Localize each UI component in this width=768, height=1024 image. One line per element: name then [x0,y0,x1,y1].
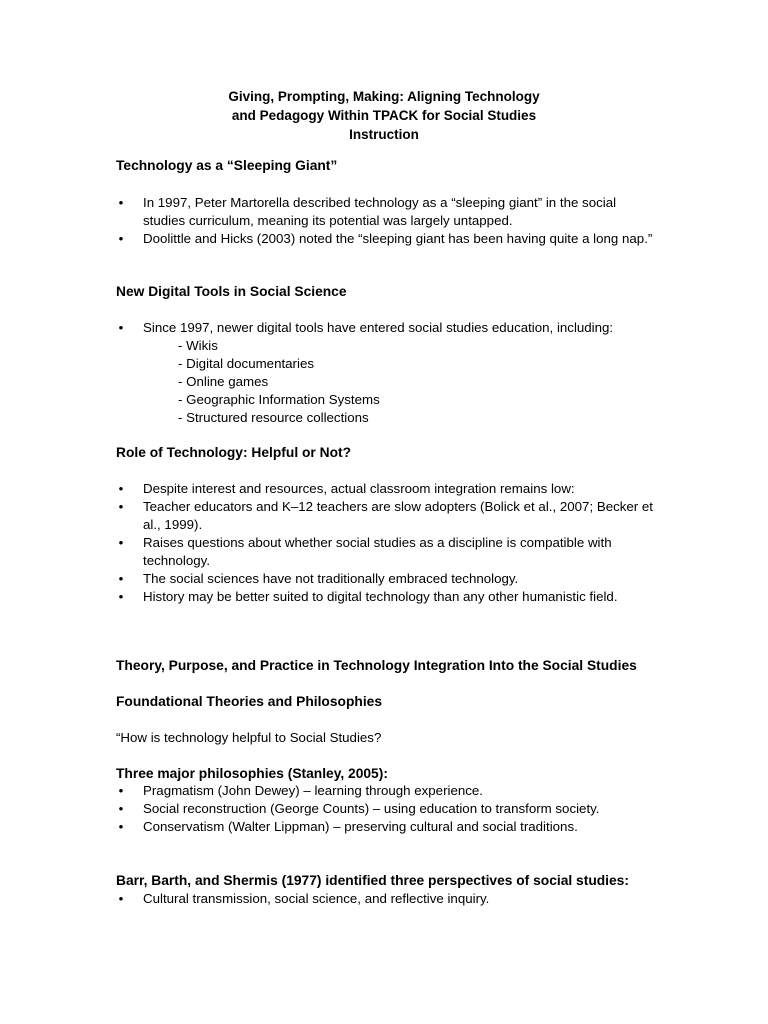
list-item-text: Raises questions about whether social studies as a discipline is compatible with technology. [143,535,612,568]
bullet-icon: • [118,801,124,816]
title-line: Instruction [349,127,419,142]
bullet-icon: • [118,891,124,906]
sub-list-item: - Structured resource collections [178,410,369,425]
bullet-icon: • [118,589,124,604]
section-heading-sleeping-giant: Technology as a “Sleeping Giant” [116,158,338,173]
bullet-icon: • [118,231,124,246]
list-item-text: History may be better suited to digital technology than any other humanistic field. [143,589,618,604]
list-item [116,588,656,606]
list-item [116,782,656,800]
bullet-icon: • [118,783,124,798]
bullet-icon: • [118,535,124,550]
list-item-text: Doolittle and Hicks (2003) noted the “sleeping giant has been having quite a long nap.” [143,231,653,246]
sub-list-item: - Geographic Information Systems [178,392,380,407]
bullet-icon: • [118,571,124,586]
section-heading-digital-tools: New Digital Tools in Social Science [116,284,347,299]
digital-tools-sublist [178,337,380,427]
list-item [116,194,656,230]
role-list [116,480,656,606]
list-item-text: In 1997, Peter Martorella described technology as a “sleeping giant” in the social studies curriculum, meaning its potential was largely untapped. [143,195,617,228]
section-heading-foundational: Foundational Theories and Philosophies [116,694,382,709]
sleeping-giant-list [116,194,656,248]
list-item-text: Since 1997, newer digital tools have entered social studies education, including: [143,320,614,335]
list-item [116,534,656,570]
list-item-text: Conservatism (Walter Lippman) – preserving cultural and social traditions. [143,819,578,834]
foundational-question: “How is technology helpful to Social Studies? [116,730,382,745]
bullet-icon: • [118,320,124,335]
list-item-text: Teacher educators and K–12 teachers are slow adopters (Bolick et al., 2007; Becker et al., 1999). [143,499,654,532]
list-item [116,800,656,818]
bullet-icon: • [118,481,124,496]
document-title [0,87,768,144]
bullet-icon: • [118,195,124,210]
list-item-text: Pragmatism (John Dewey) – learning through experience. [143,783,483,798]
list-item [116,818,656,836]
section-heading-theory: Theory, Purpose, and Practice in Technology Integration Into the Social Studies [116,658,637,673]
sub-list-item: - Wikis [178,338,218,353]
bullet-icon: • [118,819,124,834]
list-item-text: Despite interest and resources, actual classroom integration remains low: [143,481,575,496]
perspectives-list [116,890,656,908]
list-item [116,890,656,908]
list-item-text: Social reconstruction (George Counts) – using education to transform society. [143,801,600,816]
section-heading-role: Role of Technology: Helpful or Not? [116,445,352,460]
philosophies-list [116,782,656,836]
list-item [116,570,656,588]
list-item [116,498,656,534]
list-item [116,319,656,337]
bullet-icon: • [118,499,124,514]
list-item-text: The social sciences have not traditionally embraced technology. [143,571,519,586]
title-line: and Pedagogy Within TPACK for Social Studies [231,108,537,123]
list-item [116,230,656,248]
section-heading-philosophies: Three major philosophies (Stanley, 2005): [116,766,388,781]
list-item-text: Cultural transmission, social science, and reflective inquiry. [143,891,490,906]
sub-list-item: - Digital documentaries [178,356,314,371]
section-heading-perspectives: Barr, Barth, and Shermis (1977) identified three perspectives of social studies: [116,873,629,888]
digital-tools-list [116,319,656,337]
sub-list-item: - Online games [178,374,269,389]
title-line: Giving, Prompting, Making: Aligning Technology [228,89,540,104]
list-item [116,480,656,498]
